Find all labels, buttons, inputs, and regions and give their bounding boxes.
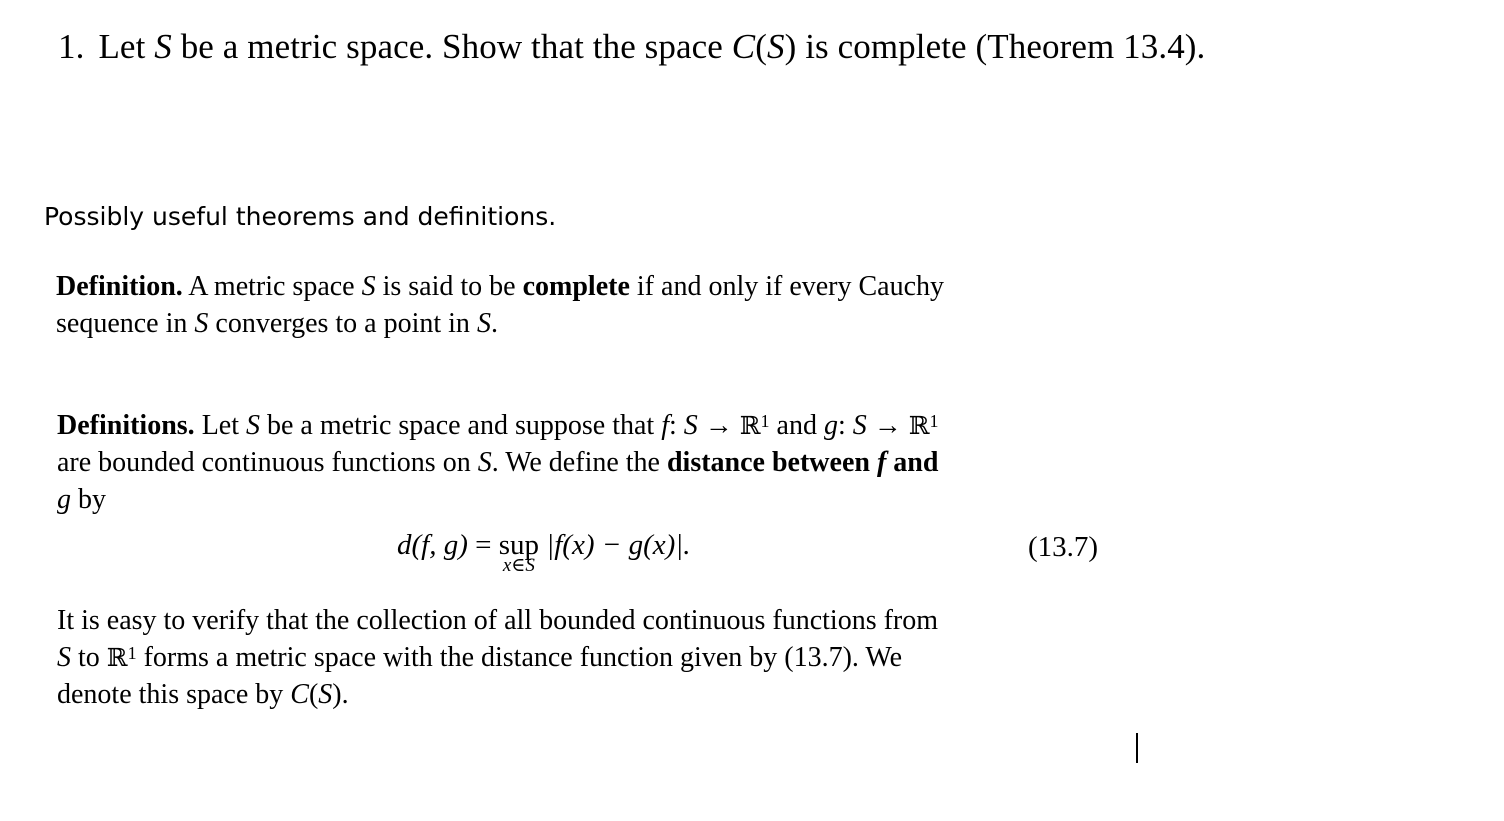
definition-heading: Definitions. [57, 410, 195, 441]
sup-subscript: x∈S [502, 555, 535, 576]
text-cursor[interactable] [1136, 733, 1138, 763]
definition-line: sequence in S converges to a point in S. [56, 308, 498, 339]
definition-line: Definitions. Let S be a metric space and suppose that f: S → ℝ$^1$ and g: S → ℝ$^1$ [57, 410, 939, 441]
definition-line: are bounded continuous functions on S. We define the distance between f and [57, 447, 939, 478]
sup-operator: sup x∈S [498, 529, 540, 576]
definition-heading: Definition. [56, 271, 183, 302]
definition-line: g by [57, 484, 106, 515]
paragraph-line: denote this space by C(S). [57, 679, 349, 710]
problem-number: 1. [58, 27, 85, 66]
equation-number: (13.7) [1028, 531, 1099, 563]
useful-theorems-note: Possibly useful theorems and definitions. [44, 202, 557, 231]
problem-statement: 1. Let S be a metric space. Show that the space C(S) is complete (Theorem 13.4). [58, 27, 1206, 66]
definition-line: Definition. A metric space S is said to be complete if and only if every Cauchy [56, 271, 945, 302]
metric-space-paragraph [57, 602, 938, 713]
paragraph-line: It is easy to verify that the collection of all bounded continuous functions from [57, 605, 939, 636]
definition-complete [56, 268, 944, 342]
definition-distance [57, 407, 939, 518]
distance-formula: d(f, g) = sup x∈S |f(x) − g(x)|. [397, 525, 690, 565]
paragraph-line: S to ℝ$^1$ forms a metric space with the distance function given by (13.7). We [57, 642, 903, 673]
